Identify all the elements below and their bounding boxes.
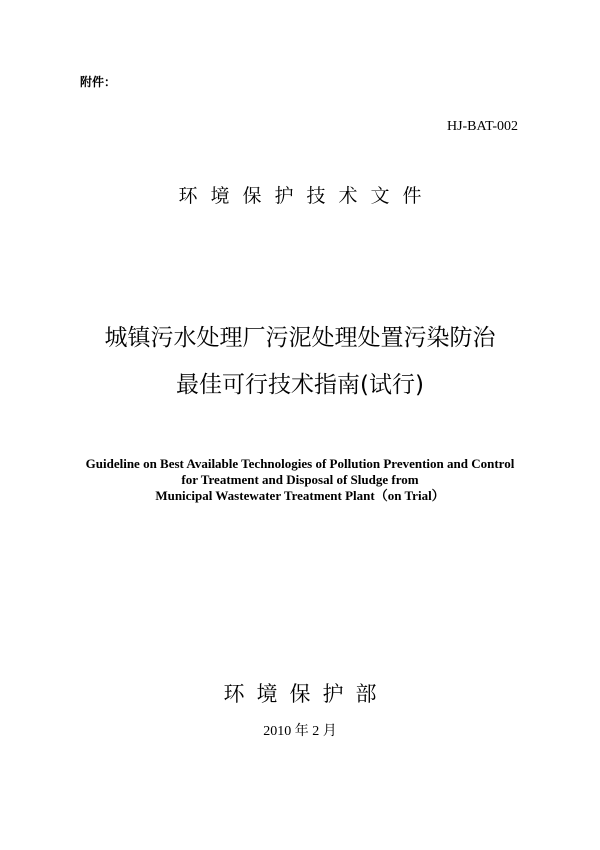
issuing-authority: 环境保护部 [223,682,389,706]
english-title-line-3: Municipal Wastewater Treatment Plant（on Trial） [155,488,445,503]
chinese-title-line-1: 城镇污水处理厂污泥处理处置污染防治 [104,325,496,351]
english-title [0,456,600,504]
issue-date: 2010 年 2 月 [263,724,337,739]
attachment-label: 附件： [80,75,117,89]
chinese-title-line-2: 最佳可行技术指南(试行) [176,372,424,398]
english-title-line-1: Guideline on Best Available Technologies of Pollution Prevention and Control [85,456,515,471]
document-type-heading: 环境保护技术文件 [178,185,435,207]
document-number: HJ-BAT-002 [446,119,518,134]
english-title-line-2: for Treatment and Disposal of Sludge from [181,472,419,487]
